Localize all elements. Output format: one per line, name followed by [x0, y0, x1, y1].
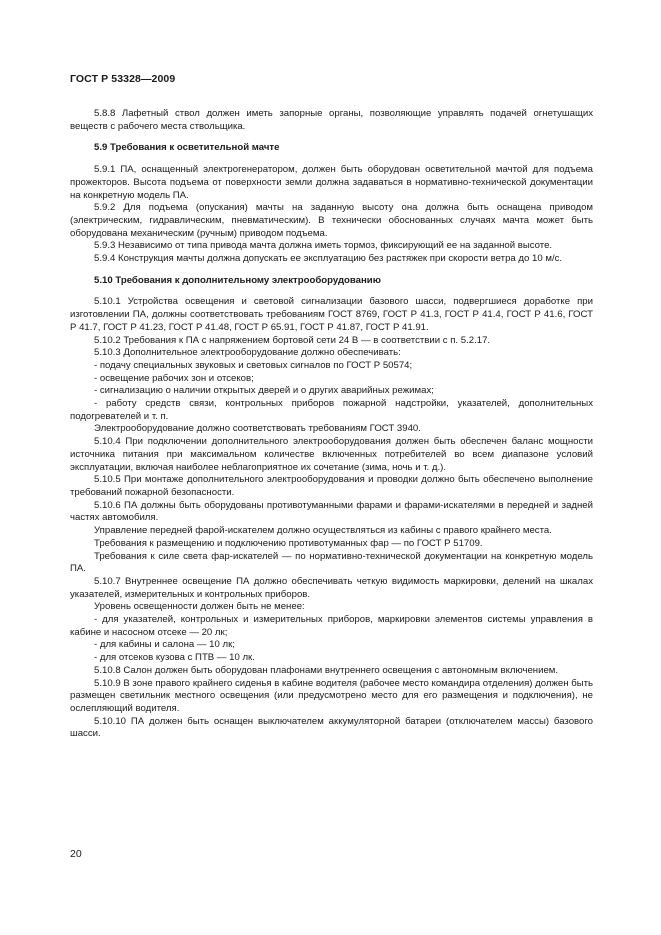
paragraph: 5.10.7 Внутреннее освещение ПА должно обеспечивать четкую видимость маркировки, делений на шкалах указателей, измерительных и контрольных приборов.: [70, 575, 593, 600]
page-number: 20: [70, 848, 82, 860]
list-item: - сигнализацию о наличии открытых дверей и о других аварийных режимах;: [94, 385, 434, 397]
document-header: ГОСТ Р 53328—2009: [70, 73, 176, 85]
paragraph: Уровень освещенности должен быть не менее:: [94, 601, 305, 613]
paragraph: 5.9.4 Конструкция мачты должна допускать ее эксплуатацию без растяжек при скорости ветра до 10 м/с.: [94, 253, 563, 265]
list-item: - для кабины и салона — 10 лк;: [94, 639, 235, 651]
paragraph: 5.9.2 Для подъема (опускания) мачты на заданную высоту она должна быть оснащена приводом (электрическим, гидравлическим, пневматическим). В технически обоснованных случаях мачта может быть оборудована механическим (ручным) приводом подъема.: [70, 202, 593, 239]
paragraph: 5.9.3 Независимо от типа привода мачта должна иметь тормоз, фиксирующий ее на заданной высоте.: [94, 240, 553, 252]
list-item: - для отсеков кузова с ПТВ — 10 лк.: [94, 652, 255, 664]
paragraph: 5.10.2 Требования к ПА с напряжением бортовой сети 24 В — в соответствии с п. 5.2.17.: [94, 334, 491, 346]
paragraph: 5.8.8 Лафетный ствол должен иметь запорные органы, позволяющие управлять подачей огнетушащих веществ с рабочего места ствольщика.: [70, 108, 593, 132]
paragraph: 5.10.4 При подключении дополнительного электрооборудования должен быть обеспечен баланс мощности источника питания при максимальном количестве включенных потребителей во всем диапазоне условий эксплуатации, включая наиболее неблагоприятное их сочетание (зима, ночь и т. д.).: [70, 436, 593, 473]
paragraph: Требования к силе света фар-искателей — по нормативно-технической документации на конкретную модель ПА.: [70, 550, 593, 575]
paragraph: Управление передней фарой-искателем должно осуществляться из кабины с правого крайнего места.: [94, 525, 552, 537]
list-item: - освещение рабочих зон и отсеков;: [94, 372, 254, 384]
paragraph: 5.10.1 Устройства освещения и световой сигнализации базового шасси, подвергшиеся доработке при изготовлении ПА, должны соответствовать требованиям ГОСТ 8769, ГОСТ Р 41.3, ГОСТ Р 41.4, ГОСТ Р 41.6, ГОСТ Р 41.7, ГОСТ Р 41.23, ГОСТ Р 41.48, ГОСТ Р 65.91, ГОСТ Р 41.87, ГОСТ Р 41.91.: [70, 296, 593, 333]
paragraph: 5.10.3 Дополнительное электрооборудование должно обеспечивать:: [94, 347, 401, 359]
section-heading: 5.10 Требования к дополнительному электрооборудованию: [94, 274, 381, 286]
paragraph: 5.10.8 Салон должен быть оборудован плафонами внутреннего освещения с автономным включением.: [94, 664, 559, 676]
list-item: - работу средств связи, контрольных приборов пожарной надстройки, указателей, дополнительных подогревателей и т. п.: [70, 398, 593, 422]
paragraph: Требования к размещению и подключению противотуманных фар — по ГОСТ Р 51709.: [94, 537, 483, 549]
paragraph: 5.10.9 В зоне правого крайнего сиденья в кабине водителя (рабочее место командира отделения) должен быть размещен светильник местного освещения (или предусмотрено место для его размещения и подключения), не ослепляющий водителя.: [70, 677, 593, 714]
list-item: - для указателей, контрольных и измерительных приборов, маркировки элементов системы управления в кабине и насосном отсеке — 20 лк;: [70, 614, 593, 638]
document-body: [70, 108, 593, 741]
paragraph: 5.10.6 ПА должны быть оборудованы противотуманными фарами и фарами-искателями в передней и задней частях автомобиля.: [70, 499, 593, 524]
paragraph: 5.10.5 При монтаже дополнительного электрооборудования и проводки должно быть обеспечено выполнение требований пожарной безопасности.: [70, 474, 593, 498]
list-item: - подачу специальных звуковых и световых сигналов по ГОСТ Р 50574;: [94, 359, 413, 371]
paragraph: Электрооборудование должно соответствовать требованиям ГОСТ 3940.: [94, 423, 421, 435]
section-heading: 5.9 Требования к осветительной мачте: [94, 142, 280, 154]
paragraph: 5.10.10 ПА должен быть оснащен выключателем аккумуляторной батареи (отключателем массы) базового шасси.: [70, 715, 593, 740]
paragraph: 5.9.1 ПА, оснащенный электрогенератором, должен быть оборудован осветительной мачтой для подъема прожекторов. Высота подъема от поверхности земли должна задаваться в нормативно-технической документации на конкретную модель ПА.: [70, 164, 593, 201]
